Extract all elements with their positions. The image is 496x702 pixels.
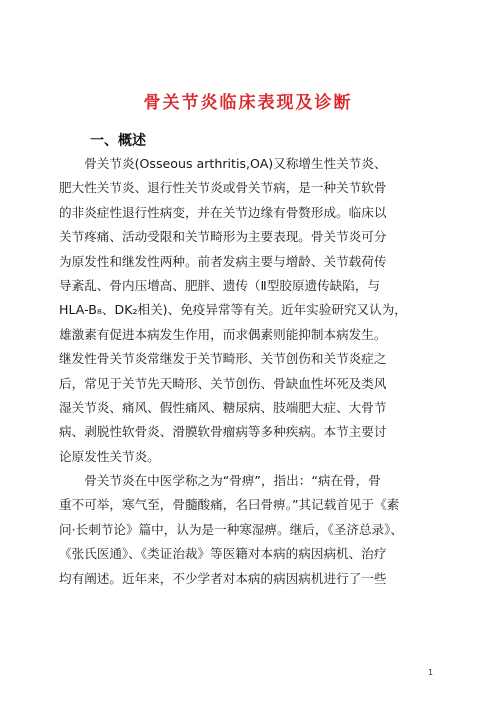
body-line: 后，常见于关节先天畸形、关节创伤、骨缺血性坏死及类风 (59, 375, 387, 391)
body-line: 病、剥脱性软骨炎、滑膜软骨瘤病等多种疾病。本节主要讨 (59, 424, 387, 440)
section-heading: 一、概述 (90, 133, 146, 149)
body-line: 骨关节炎在中医学称之为“骨痹”，指出：“病在骨，骨 (59, 473, 381, 489)
body-line: 的非炎症性退行性病变，并在关节边缘有骨赘形成。临床以 (59, 204, 387, 220)
body-line: 骨关节炎(Osseous arthritis,OA)又称增生性关节炎、 (59, 156, 387, 171)
body-line: 继发性骨关节炎常继发于关节畸形、关节创伤和关节炎症之 (59, 351, 387, 367)
body-line: 雄激素有促进本病发生作用，而求偶素则能抑制本病发生。 (59, 326, 387, 342)
body-line: 导紊乱、骨内压增高、肥胖、遗传（Ⅱ型胶原遗传缺陷，与 (59, 277, 381, 293)
body-line: 《张氏医通》、《类证治裁》等医籍对本病的病因病机、治疗 (59, 546, 387, 562)
body-line: 湿关节炎、痛风、假性痛风、糖尿病、肢端肥大症、大骨节 (59, 399, 387, 415)
body-line: 重不可举，寒气至，骨髓酸痛，名曰骨痹。”其记载首见于《素 (59, 497, 400, 513)
body-line: 问·长刺节论》篇中，认为是一种寒湿痹。继后，《圣济总录》、 (59, 521, 404, 537)
page-number: 1 (428, 668, 434, 677)
body-line: HLA-B₈、DK₂相关)、免疫异常等有关。近年实验研究又认为， (59, 302, 407, 318)
body-line: 均有阐述。近年来，不少学者对本病的病因病机进行了一些 (59, 570, 387, 586)
body-line: 为原发性和继发性两种。前者发病主要与增龄、关节载荷传 (59, 253, 387, 269)
body-text (59, 152, 439, 591)
document-title: 骨关节炎临床表现及诊断 (143, 93, 353, 113)
body-line: 肥大性关节炎、退行性关节炎或骨关节病，是一种关节软骨 (59, 180, 387, 196)
body-line: 论原发性关节炎。 (59, 448, 160, 464)
body-line: 关节疼痛、活动受限和关节畸形为主要表现。骨关节炎可分 (59, 229, 387, 245)
